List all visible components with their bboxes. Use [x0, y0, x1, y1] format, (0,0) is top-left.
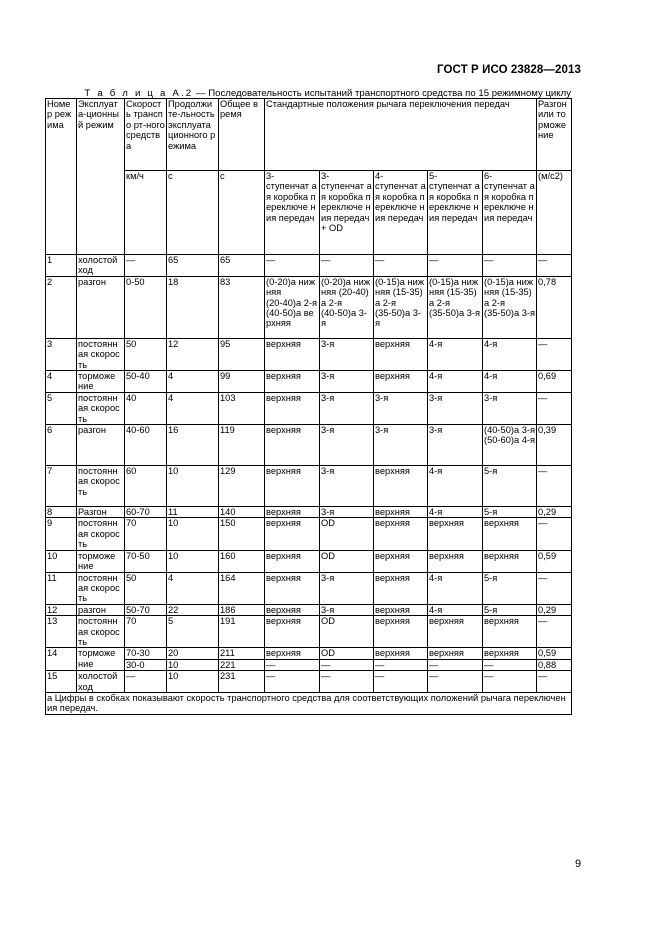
cell-gear-5: верхняя [428, 616, 483, 648]
cell-mode-number: 6 [46, 425, 77, 466]
cell-total-time: 119 [219, 425, 265, 466]
cell-gear-5: верхняя [428, 550, 483, 572]
header-mode-number: Номер режима [46, 99, 77, 255]
cell-acceleration: 0,69 [537, 371, 572, 393]
cell-gear-3: верхняя [265, 507, 320, 518]
table-row [46, 659, 572, 670]
table-row [46, 616, 572, 648]
cell-gear-3-od: 3-я [320, 425, 374, 466]
cell-duration: 65 [167, 255, 219, 277]
cell-speed: 50-70 [125, 604, 167, 615]
footnote-row [46, 692, 572, 714]
header-gear-6: 6- ступенчат ая коробка переключе ния передач [483, 171, 537, 255]
cell-mode-name: разгон [77, 425, 125, 466]
cell-acceleration: — [537, 338, 572, 370]
cell-gear-3-od: OD [320, 616, 374, 648]
cell-gear-4: — [374, 671, 428, 693]
table-row [46, 466, 572, 507]
cell-gear-3: верхняя [265, 466, 320, 507]
cell-mode-name: торможе ние [77, 648, 125, 671]
table-row [46, 371, 572, 393]
cell-mode-number: 7 [46, 466, 77, 507]
cell-gear-4: верхняя [374, 616, 428, 648]
cell-gear-5: (0-15)a нижняя (15-35)a 2-я (35-50)a 3-я [428, 276, 483, 338]
cell-gear-3-od: OD [320, 550, 374, 572]
cell-gear-4: верхняя [374, 518, 428, 550]
cell-mode-number: 4 [46, 371, 77, 393]
cell-mode-number: 14 [46, 648, 77, 671]
cell-gear-4: верхняя [374, 338, 428, 370]
table-row [46, 648, 572, 659]
cell-duration: 16 [167, 425, 219, 466]
cell-gear-3-od: 3-я [320, 338, 374, 370]
cell-acceleration: 0,88 [537, 659, 572, 670]
cell-gear-4: верхняя [374, 572, 428, 604]
cell-total-time: 103 [219, 392, 265, 424]
unit-speed: км/ч [125, 171, 167, 255]
cell-gear-6: 4-я [483, 338, 537, 370]
cell-mode-name: постоянн ая скорость [77, 572, 125, 604]
cell-gear-4: — [374, 659, 428, 670]
cell-gear-3-od: OD [320, 648, 374, 659]
cell-gear-3: верхняя [265, 572, 320, 604]
cell-mode-name: Разгон [77, 507, 125, 518]
table-row [46, 276, 572, 338]
cell-gear-3-od: 3-я [320, 371, 374, 393]
cell-mode-name: постоянн ая скорость [77, 518, 125, 550]
cell-speed: 70-30 [125, 648, 167, 659]
header-gear-positions: Стандартные положения рычага переключения передач [265, 99, 537, 171]
table-row [46, 671, 572, 693]
cell-gear-5: 4-я [428, 371, 483, 393]
cell-speed: 70 [125, 518, 167, 550]
cell-acceleration: — [537, 466, 572, 507]
cell-gear-6: 4-я [483, 371, 537, 393]
cell-gear-6: верхняя [483, 648, 537, 659]
cell-gear-5: 3-я [428, 425, 483, 466]
cell-mode-number: 12 [46, 604, 77, 615]
cell-gear-3-od: OD [320, 518, 374, 550]
cell-gear-6: верхняя [483, 616, 537, 648]
cell-acceleration: — [537, 572, 572, 604]
cell-mode-name: постоянн ая скорость [77, 466, 125, 507]
cell-acceleration: 0,39 [537, 425, 572, 466]
cell-total-time: 191 [219, 616, 265, 648]
cell-gear-3-od: — [320, 671, 374, 693]
cell-speed: 50 [125, 338, 167, 370]
cell-gear-6: 3-я [483, 392, 537, 424]
cell-mode-number: 2 [46, 276, 77, 338]
page-number: 9 [575, 858, 582, 870]
cell-gear-6: 5-я [483, 507, 537, 518]
cell-gear-4: 3-я [374, 425, 428, 466]
cell-total-time: 211 [219, 648, 265, 659]
cell-speed: 50 [125, 572, 167, 604]
cell-gear-5: — [428, 659, 483, 670]
cell-speed: 70 [125, 616, 167, 648]
cell-mode-name: постоянн ая скорость [77, 616, 125, 648]
cell-mode-name: разгон [77, 276, 125, 338]
cell-mode-number: 15 [46, 671, 77, 693]
cell-total-time: 164 [219, 572, 265, 604]
cell-gear-3: — [265, 659, 320, 670]
cell-speed: 40 [125, 392, 167, 424]
cell-acceleration: — [537, 671, 572, 693]
cell-total-time: 140 [219, 507, 265, 518]
cell-mode-name: холостой ход [77, 255, 125, 277]
cell-acceleration: 0,59 [537, 550, 572, 572]
cell-speed: 70-50 [125, 550, 167, 572]
table-row [46, 338, 572, 370]
cell-duration: 10 [167, 466, 219, 507]
cell-total-time: 99 [219, 371, 265, 393]
header-duration: Продолжи те-льность эксплуата ционного режима [167, 99, 219, 171]
table-row [46, 507, 572, 518]
document-code: ГОСТ Р ИСО 23828—2013 [436, 64, 581, 76]
cell-acceleration: — [537, 392, 572, 424]
cell-gear-5: верхняя [428, 518, 483, 550]
cell-mode-name: торможе ние [77, 371, 125, 393]
cell-gear-3-od: 3-я [320, 392, 374, 424]
table-row [46, 425, 572, 466]
cell-gear-3: верхняя [265, 616, 320, 648]
cell-gear-3: — [265, 671, 320, 693]
cell-gear-3-od: — [320, 255, 374, 277]
cell-mode-number: 9 [46, 518, 77, 550]
table-row [46, 255, 572, 277]
cell-total-time: 129 [219, 466, 265, 507]
cell-gear-6: — [483, 659, 537, 670]
cell-gear-4: верхняя [374, 466, 428, 507]
cell-mode-number: 11 [46, 572, 77, 604]
table-header-row [46, 99, 572, 171]
cell-speed: 60-70 [125, 507, 167, 518]
cell-duration: 4 [167, 392, 219, 424]
cell-total-time: 65 [219, 255, 265, 277]
cell-gear-5: — [428, 671, 483, 693]
cell-mode-name: холостой ход [77, 671, 125, 693]
cell-gear-3-od: 3-я [320, 572, 374, 604]
header-gear-3: 3- ступенчат ая коробка переключе ния передач [265, 171, 320, 255]
cell-gear-3: (0-20)a нижняя (20-40)a 2-я (40-50)a верхняя [265, 276, 320, 338]
cell-gear-6: — [483, 671, 537, 693]
cell-gear-4: 3-я [374, 392, 428, 424]
cell-gear-4: — [374, 255, 428, 277]
cell-acceleration: — [537, 255, 572, 277]
cell-acceleration: 0,78 [537, 276, 572, 338]
cell-speed: 50-40 [125, 371, 167, 393]
cell-gear-6: (40-50)a 3-я (50-60)a 4-я [483, 425, 537, 466]
cell-gear-3-od: 3-я [320, 604, 374, 615]
cell-duration: 4 [167, 572, 219, 604]
cell-gear-3-od: 3-я [320, 507, 374, 518]
cell-speed: 40-60 [125, 425, 167, 466]
cell-gear-4: верхняя [374, 604, 428, 615]
table-row [46, 604, 572, 615]
header-mode: Эксплуат а-ционный режим [77, 99, 125, 255]
cell-gear-6: (0-15)a нижняя (15-35)a 2-я (35-50)a 3-я [483, 276, 537, 338]
table-subheader-row [46, 171, 572, 255]
cell-mode-name: торможе ние [77, 550, 125, 572]
caption-label: Т а б л и ц а А.2 [84, 88, 194, 99]
cell-gear-6: 5-я [483, 466, 537, 507]
cell-mode-name: постоянн ая скорость [77, 338, 125, 370]
cell-gear-3: верхняя [265, 550, 320, 572]
cell-gear-3-od: (0-20)a нижняя (20-40)a 2-я (40-50)a 3-я [320, 276, 374, 338]
cell-gear-5: 4-я [428, 507, 483, 518]
cell-duration: 5 [167, 616, 219, 648]
cell-gear-6: 5-я [483, 572, 537, 604]
cell-acceleration: 0,59 [537, 648, 572, 659]
cell-gear-6: — [483, 255, 537, 277]
cell-duration: 18 [167, 276, 219, 338]
cell-mode-number: 3 [46, 338, 77, 370]
cell-gear-3-od: — [320, 659, 374, 670]
cell-total-time: 150 [219, 518, 265, 550]
header-acceleration: Разгон или торможе ние [537, 99, 572, 171]
cell-total-time: 221 [219, 659, 265, 670]
cell-speed: — [125, 255, 167, 277]
cell-gear-3: верхняя [265, 338, 320, 370]
table-footnote: a Цифры в скобках показывают скорость транспортного средства для соответствующих положений рычага переключения передач. [46, 692, 572, 714]
cell-acceleration: 0,29 [537, 604, 572, 615]
cell-duration: 10 [167, 550, 219, 572]
cell-duration: 22 [167, 604, 219, 615]
cell-mode-number: 13 [46, 616, 77, 648]
cell-gear-5: 4-я [428, 604, 483, 615]
cell-gear-5: 3-я [428, 392, 483, 424]
cell-mode-number: 10 [46, 550, 77, 572]
cell-mode-number: 5 [46, 392, 77, 424]
cell-duration: 10 [167, 518, 219, 550]
table-row [46, 518, 572, 550]
cell-duration: 4 [167, 371, 219, 393]
cell-gear-4: (0-15)a нижняя (15-35)a 2-я (35-50)a 3-я [374, 276, 428, 338]
header-gear-4: 4- ступенчат ая коробка переключе ния передач [374, 171, 428, 255]
cell-gear-3: верхняя [265, 648, 320, 659]
cell-duration: 10 [167, 671, 219, 693]
cell-gear-3: верхняя [265, 392, 320, 424]
caption-text: — Последовательность испытаний транспортного средства по 15 режимному циклу [193, 88, 571, 99]
cell-speed: 0-50 [125, 276, 167, 338]
cell-speed: 60 [125, 466, 167, 507]
cell-gear-6: верхняя [483, 518, 537, 550]
cell-acceleration: 0,29 [537, 507, 572, 518]
cell-gear-4: верхняя [374, 648, 428, 659]
test-sequence-table [45, 98, 572, 715]
cell-gear-6: 5-я [483, 604, 537, 615]
cell-mode-number: 8 [46, 507, 77, 518]
unit-duration: с [167, 171, 219, 255]
cell-total-time: 83 [219, 276, 265, 338]
cell-gear-3-od: 3-я [320, 466, 374, 507]
cell-gear-3: — [265, 255, 320, 277]
table-body [46, 99, 572, 715]
cell-gear-4: верхняя [374, 550, 428, 572]
cell-gear-5: 4-я [428, 466, 483, 507]
header-gear-3-od: 3- ступенчат ая коробка переключе ния передач + OD [320, 171, 374, 255]
cell-gear-3: верхняя [265, 425, 320, 466]
cell-gear-5: 4-я [428, 338, 483, 370]
table-row [46, 550, 572, 572]
cell-total-time: 231 [219, 671, 265, 693]
cell-gear-5: верхняя [428, 648, 483, 659]
cell-gear-5: 4-я [428, 572, 483, 604]
cell-duration: 20 [167, 648, 219, 659]
cell-duration: 12 [167, 338, 219, 370]
cell-mode-name: разгон [77, 604, 125, 615]
cell-duration: 10 [167, 659, 219, 670]
cell-gear-3: верхняя [265, 371, 320, 393]
cell-gear-3: верхняя [265, 604, 320, 615]
cell-acceleration: — [537, 518, 572, 550]
unit-total-time: с [219, 171, 265, 255]
table-row [46, 572, 572, 604]
cell-gear-3: верхняя [265, 518, 320, 550]
cell-speed: — [125, 671, 167, 693]
cell-speed: 30-0 [125, 659, 167, 670]
cell-gear-5: — [428, 255, 483, 277]
cell-gear-4: верхняя [374, 371, 428, 393]
cell-mode-number: 1 [46, 255, 77, 277]
cell-gear-6: верхняя [483, 550, 537, 572]
cell-total-time: 160 [219, 550, 265, 572]
cell-acceleration: — [537, 616, 572, 648]
cell-gear-4: верхняя [374, 507, 428, 518]
header-gear-5: 5- ступенчат ая коробка переключе ния передач [428, 171, 483, 255]
header-speed: Скорость транспо рт-ного средств а [125, 99, 167, 171]
cell-total-time: 186 [219, 604, 265, 615]
cell-total-time: 95 [219, 338, 265, 370]
table-row [46, 392, 572, 424]
header-total-time: Общее время [219, 99, 265, 171]
unit-acceleration: (м/с2) [537, 171, 572, 255]
cell-mode-name: постоянн ая скорость [77, 392, 125, 424]
cell-duration: 11 [167, 507, 219, 518]
